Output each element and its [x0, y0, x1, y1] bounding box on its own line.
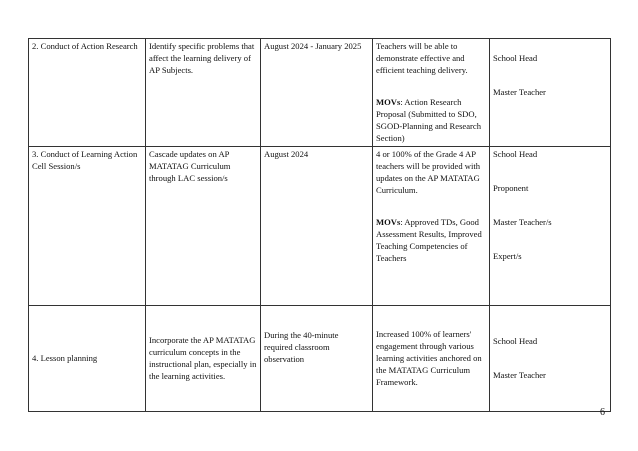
movs-text: : Approved TDs, Good Assessment Results, Improved Teaching Competencies of Teachers: [376, 217, 482, 263]
objective-text: Cascade updates on AP MATATAG Curriculum through LAC session/s: [149, 149, 231, 183]
activity-text: 2. Conduct of Action Research: [32, 41, 138, 51]
person-name: Proponent: [493, 183, 529, 193]
person-name: Master Teacher/s: [493, 217, 552, 227]
timeframe-cell: [261, 306, 373, 412]
objective-cell: [146, 306, 261, 412]
objective-text: Identify specific problems that affect the learning delivery of AP Subjects.: [149, 41, 255, 75]
outcome-text: Increased 100% of learners' engagement through various learning activities anchored on the MATATAG Curriculum Framework.: [376, 329, 482, 387]
movs-text: : Action Research Proposal (Submitted to SDO, SGOD-Planning and Research Section): [376, 97, 482, 143]
activity-cell: [29, 306, 146, 412]
timeframe-cell: [261, 147, 373, 306]
outcome-text: Teachers will be able to demonstrate effective and efficient teaching delivery.: [376, 41, 468, 75]
timeframe-text: August 2024: [264, 149, 309, 159]
timeframe-text: August 2024 - January 2025: [264, 41, 362, 51]
page-number: 6: [600, 407, 605, 418]
outcome-cell: [373, 39, 490, 147]
persons-cell: [490, 39, 611, 147]
timeframe-text: During the 40-minute required classroom observation: [264, 330, 339, 364]
person-name: School Head: [493, 53, 538, 63]
table-row: [29, 39, 611, 147]
activity-cell: [29, 39, 146, 147]
timeframe-cell: [261, 39, 373, 147]
person-name: Expert/s: [493, 251, 522, 261]
table-row: [29, 147, 611, 306]
activity-text: 3. Conduct of Learning Action Cell Session/s: [32, 149, 138, 171]
persons-cell: [490, 306, 611, 412]
outcome-text: 4 or 100% of the Grade 4 AP teachers will be provided with updates on the AP MATATAG Curriculum.: [376, 149, 481, 195]
objective-text: Incorporate the AP MATATAG curriculum concepts in the instructional plan, especially in the learning activities.: [149, 335, 257, 381]
movs-label: MOVs: [376, 217, 401, 227]
objective-cell: [146, 39, 261, 147]
person-name: Master Teacher: [493, 87, 546, 97]
persons-cell: [490, 147, 611, 306]
outcome-cell: [373, 147, 490, 306]
person-name: School Head: [493, 336, 538, 346]
person-name: School Head: [493, 149, 538, 159]
action-plan-table: [28, 38, 611, 412]
outcome-cell: [373, 306, 490, 412]
person-name: Master Teacher: [493, 370, 546, 380]
objective-cell: [146, 147, 261, 306]
activity-cell: [29, 147, 146, 306]
activity-text: 4. Lesson planning: [32, 353, 98, 363]
movs-label: MOVs: [376, 97, 401, 107]
table-row: [29, 306, 611, 412]
